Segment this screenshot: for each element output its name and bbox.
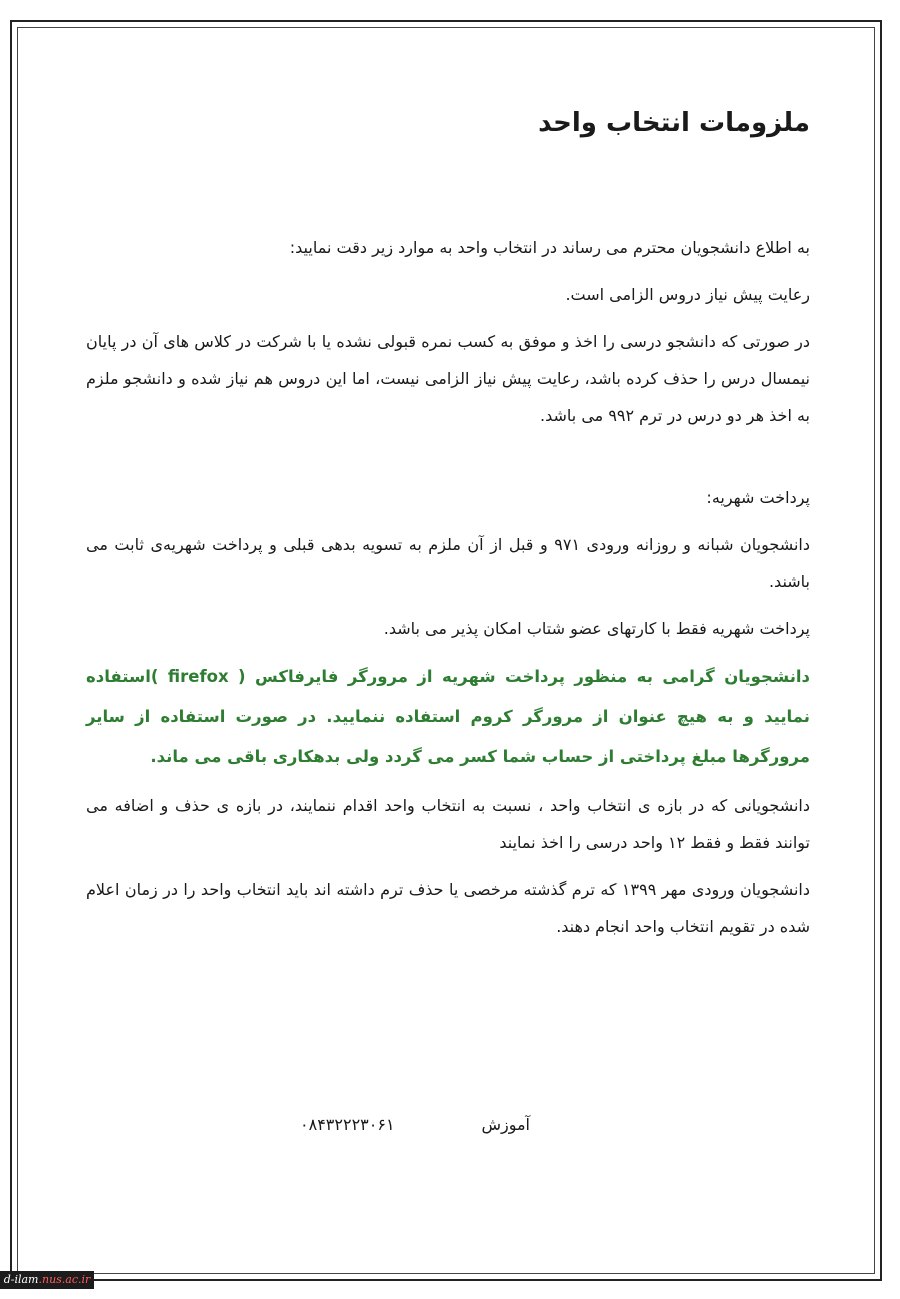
- watermark-prefix: d-ilam: [3, 1273, 39, 1286]
- tuition-heading: پرداخت شهریه:: [706, 488, 810, 507]
- prerequisite-exception-paragraph: در صورتی که دانشجو درسی را اخذ و موفق به کسب نمره قبولی نشده یا با شرکت در کلاس های آن در پایان نیمسال درس را حذف کرده باشد، رعایت پیش نیاز الزامی نیست، اما این دروس هم نیاز شده و دانشجو ملزم به اخذ هر دو درس در ترم ۹۹۲ می باشد.: [86, 332, 810, 425]
- tuition-fixed-paragraph: دانشجویان شبانه و روزانه ورودی ۹۷۱ و قبل از آن ملزم به تسویه بدهی قبلی و پرداخت شهریه‌ی ثابت می باشند.: [86, 535, 811, 591]
- footer-department: آموزش: [481, 1114, 530, 1134]
- footer-phone: ۰۸۴۳۲۲۲۳۰۶۱: [300, 1114, 395, 1134]
- tuition-cards-paragraph: پرداخت شهریه فقط با کارتهای عضو شتاب امکان پذیر می باشد.: [383, 619, 810, 638]
- footer-contact: [300, 1108, 530, 1140]
- page-title: ملزومات انتخاب واحد: [538, 108, 810, 138]
- mehr-1399-paragraph: دانشجویان ورودی مهر ۱۳۹۹ که ترم گذشته مرخصی یا حذف ترم داشته اند باید انتخاب واحد را در زمان اعلام شده در تقویم انتخاب واحد انجام دهند.: [86, 880, 810, 936]
- watermark-domain: .nus.ac.ir: [38, 1273, 91, 1286]
- prerequisite-paragraph: رعایت پیش نیاز دروس الزامی است.: [565, 285, 810, 304]
- site-watermark: [0, 1271, 94, 1289]
- document-body: [86, 95, 810, 945]
- browser-warning-paragraph: دانشجویان گرامی به منظور پرداخت شهریه از مرورگر فایرفاکس ( firefox )استفاده نمایید و به هیچ عنوان از مرورگر کروم استفاده ننمایید. در صورت استفاده از سایر مرورگرها مبلغ پرداختی از حساب شما کسر می گردد ولی بدهکاری باقی می ماند.: [86, 667, 811, 766]
- intro-paragraph: به اطلاع دانشجویان محترم می رساند در انتخاب واحد به موارد زیر دقت نمایید:: [289, 238, 810, 257]
- add-drop-paragraph: دانشجویانی که در بازه ی انتخاب واحد ، نسبت به انتخاب واحد اقدام ننمایند، در بازه ی حذف و اضافه می توانند فقط و فقط ۱۲ واحد درسی را اخذ نمایند: [86, 796, 810, 852]
